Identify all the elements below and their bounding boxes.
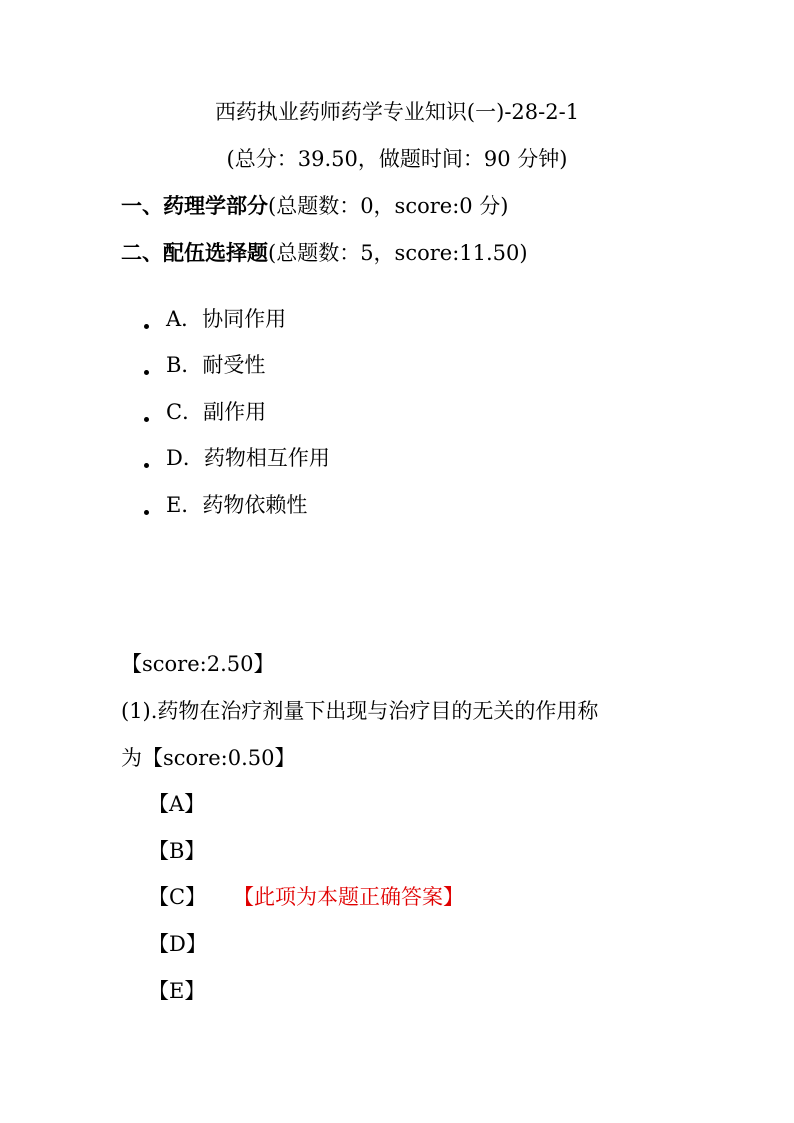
section-heading-matching bbox=[121, 238, 528, 268]
bullet-icon bbox=[144, 324, 149, 329]
group-score: 【score:2.50】 bbox=[121, 652, 275, 676]
answer-choice-a: 【A】 bbox=[148, 792, 206, 816]
answer-choice-c: 【C】 bbox=[148, 885, 207, 909]
answer-choice-d: 【D】 bbox=[148, 932, 207, 956]
answer-choice-b: 【B】 bbox=[148, 839, 206, 863]
bullet-icon bbox=[144, 417, 149, 422]
section-info: (总题数：0，score:0 分) bbox=[268, 194, 509, 218]
section-name: 配伍选择题 bbox=[163, 240, 268, 265]
answer-choice-e: 【E】 bbox=[148, 979, 206, 1003]
option-item-e: E．药物依赖性 bbox=[166, 493, 308, 517]
option-item-b: B．耐受性 bbox=[166, 353, 266, 377]
section-heading-pharmacology bbox=[121, 191, 509, 221]
option-item-c: C．副作用 bbox=[166, 400, 267, 424]
section-info: (总题数：5，score:11.50) bbox=[268, 241, 528, 265]
document-subtitle: (总分：39.50，做题时间：90 分钟) bbox=[226, 147, 568, 171]
section-name: 药理学部分 bbox=[163, 193, 268, 218]
bullet-icon bbox=[144, 463, 149, 468]
section-prefix: 一、 bbox=[121, 193, 163, 218]
question-text-line-2: 为【score:0.50】 bbox=[121, 746, 296, 770]
section-prefix: 二、 bbox=[121, 240, 163, 265]
document-title: 西药执业药师药学专业知识(一)-28-2-1 bbox=[214, 100, 580, 124]
bullet-icon bbox=[144, 510, 149, 515]
option-item-a: A．协同作用 bbox=[166, 307, 287, 331]
correct-answer-marker: 【此项为本题正确答案】 bbox=[233, 885, 464, 909]
bullet-icon bbox=[144, 370, 149, 375]
option-item-d: D．药物相互作用 bbox=[166, 446, 330, 470]
question-text-line-1: (1).药物在治疗剂量下出现与治疗目的无关的作用称 bbox=[121, 699, 599, 723]
